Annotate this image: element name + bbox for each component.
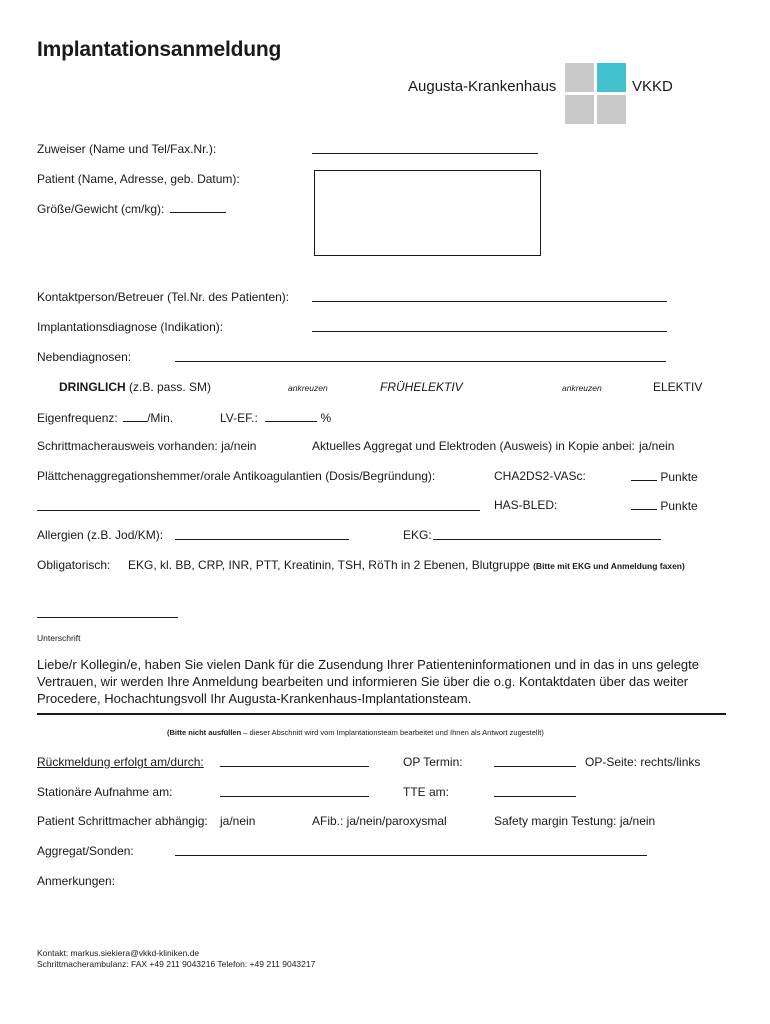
unterschrift-field[interactable] bbox=[37, 617, 178, 618]
eigenfrequenz-row bbox=[37, 410, 173, 425]
fruehelektiv-option: FRÜHELEKTIV bbox=[380, 380, 463, 394]
dringlich-bold: DRINGLICH bbox=[59, 380, 126, 394]
nebendiagnosen-label: Nebendiagnosen: bbox=[37, 350, 132, 364]
diagnose-field[interactable] bbox=[312, 331, 667, 332]
eigenfrequenz-field[interactable] bbox=[123, 410, 147, 422]
nebendiagnosen-field[interactable] bbox=[175, 361, 666, 362]
aggregat-sonden-field[interactable] bbox=[175, 855, 647, 856]
ankreuzen-fruehelektiv-checkbox[interactable]: ankreuzen bbox=[562, 383, 602, 393]
kontakt-field[interactable] bbox=[312, 301, 667, 302]
logo-square-3 bbox=[565, 95, 594, 124]
schrittmacherausweis-label[interactable]: Schrittmacherausweis vorhanden: ja/nein bbox=[37, 439, 257, 453]
hospital-name: Augusta-Krankenhaus bbox=[408, 78, 557, 95]
lvef-unit: % bbox=[320, 411, 332, 425]
aggregat-kopie-choice[interactable]: ja/nein bbox=[639, 439, 675, 453]
rueckmeldung-field[interactable] bbox=[220, 766, 369, 767]
footer-kontakt: Kontakt: markus.siekiera@vkkd-kliniken.de bbox=[37, 948, 200, 958]
ekg-label: EKG: bbox=[403, 528, 432, 542]
footer-ambulanz: Schrittmacherambulanz: FAX +49 211 9043216 Telefon: +49 211 9043217 bbox=[37, 959, 316, 969]
plaettchen-field[interactable] bbox=[37, 510, 480, 511]
patient-sm-label: Patient Schrittmacher abhängig: bbox=[37, 814, 208, 828]
tte-label: TTE am: bbox=[403, 785, 450, 799]
groesse-label-text: Größe/Gewicht (cm/kg): bbox=[37, 202, 165, 216]
section2-note-rest: – dieser Abschnitt wird vom Implantationsteam bearbeitet und Ihnen als Antwort zugestellt) bbox=[241, 728, 544, 737]
page-title: Implantationsanmeldung bbox=[37, 38, 282, 61]
lvef-row bbox=[220, 410, 331, 425]
patient-field-box[interactable] bbox=[314, 170, 541, 256]
rueckmeldung-label: Rückmeldung erfolgt am/durch: bbox=[37, 755, 204, 769]
op-seite-label[interactable]: OP-Seite: rechts/links bbox=[585, 755, 701, 769]
anmerkungen-label: Anmerkungen: bbox=[37, 874, 116, 888]
cha2ds2-label: CHA2DS2-VASc: bbox=[494, 469, 586, 483]
obligatorisch-items: EKG, kl. BB, CRP, INR, PTT, Kreatinin, TSH, RöTh in 2 Ebenen, Blutgruppe bbox=[128, 558, 530, 572]
section-divider bbox=[37, 713, 726, 715]
stationaer-field[interactable] bbox=[220, 796, 369, 797]
obligatorisch-list bbox=[128, 558, 685, 572]
allergien-label: Allergien (z.B. Jod/KM): bbox=[37, 528, 164, 542]
hasbled-field[interactable] bbox=[631, 498, 657, 510]
patient-label: Patient (Name, Adresse, geb. Datum): bbox=[37, 172, 240, 186]
obligatorisch-label: Obligatorisch: bbox=[37, 558, 111, 572]
hasbled-unit: Punkte bbox=[660, 499, 698, 513]
footer bbox=[37, 948, 315, 970]
zuweiser-label: Zuweiser (Name und Tel/Fax.Nr.): bbox=[37, 142, 217, 156]
message-line-3: Procedere, Hochachtungsvoll Ihr Augusta-Krankenhaus-Implantationsteam. bbox=[37, 691, 472, 706]
message-line-2: Vertrauen, wir werden Ihre Anmeldung bearbeiten und informieren Sie über die o.g. Kontaktdaten über das weiter bbox=[37, 674, 689, 689]
eigenfrequenz-label: Eigenfrequenz: bbox=[37, 411, 118, 425]
eigenfrequenz-unit: /Min. bbox=[147, 411, 174, 425]
hasbled-row bbox=[631, 498, 698, 513]
allergien-field[interactable] bbox=[175, 539, 349, 540]
dringlich-option bbox=[59, 380, 211, 394]
groesse-field[interactable] bbox=[170, 201, 226, 213]
cha2ds2-unit: Punkte bbox=[660, 470, 698, 484]
message-line-1: Liebe/r Kollegin/e, haben Sie vielen Dank für die Zusendung Ihrer Patienteninformationen und in das in uns gelegte bbox=[37, 657, 699, 672]
logo-square-4 bbox=[597, 95, 626, 124]
ekg-field[interactable] bbox=[433, 539, 661, 540]
brand-name: VKKD bbox=[632, 78, 673, 95]
zuweiser-field[interactable] bbox=[312, 153, 538, 154]
hasbled-label: HAS-BLED: bbox=[494, 498, 558, 512]
op-termin-field[interactable] bbox=[494, 766, 576, 767]
stationaer-label: Stationäre Aufnahme am: bbox=[37, 785, 173, 799]
groesse-label bbox=[37, 201, 226, 216]
cha2ds2-field[interactable] bbox=[631, 469, 657, 481]
cha2ds2-row bbox=[631, 469, 698, 484]
op-termin-label: OP Termin: bbox=[403, 755, 463, 769]
unterschrift-label: Unterschrift bbox=[37, 633, 81, 643]
section2-note-bold: (Bitte nicht ausfüllen bbox=[167, 728, 242, 737]
patient-sm-choice[interactable]: ja/nein bbox=[220, 814, 256, 828]
safety-margin-label[interactable]: Safety margin Testung: ja/nein bbox=[494, 814, 656, 828]
lvef-field[interactable] bbox=[265, 410, 317, 422]
diagnose-label: Implantationsdiagnose (Indikation): bbox=[37, 320, 224, 334]
thank-you-message bbox=[37, 656, 699, 707]
kontakt-label: Kontaktperson/Betreuer (Tel.Nr. des Patienten): bbox=[37, 290, 290, 304]
logo-square-accent bbox=[597, 63, 626, 92]
ankreuzen-dringlich-checkbox[interactable]: ankreuzen bbox=[288, 383, 328, 393]
dringlich-rest: (z.B. pass. SM) bbox=[125, 380, 212, 394]
aggregat-kopie-label: Aktuelles Aggregat und Elektroden (Ausweis) in Kopie anbei: bbox=[312, 439, 635, 453]
tte-field[interactable] bbox=[494, 796, 576, 797]
plaettchen-label: Plättchenaggregationshemmer/orale Antikoagulantien (Dosis/Begründung): bbox=[37, 469, 436, 483]
obligatorisch-note: (Bitte mit EKG und Anmeldung faxen) bbox=[533, 561, 685, 571]
aggregat-sonden-label: Aggregat/Sonden: bbox=[37, 844, 134, 858]
logo-square-1 bbox=[565, 63, 594, 92]
lvef-label: LV-EF.: bbox=[220, 411, 258, 425]
section2-note bbox=[167, 728, 544, 737]
afib-label[interactable]: AFib.: ja/nein/paroxysmal bbox=[312, 814, 447, 828]
elektiv-option: ELEKTIV bbox=[653, 380, 703, 394]
